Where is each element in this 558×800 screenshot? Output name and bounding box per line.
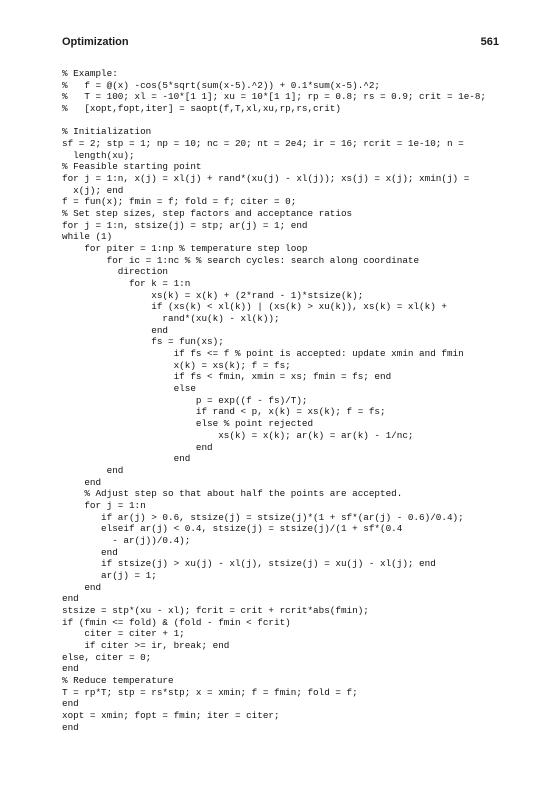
code-line: elseif ar(j) < 0.4, stsize(j) = stsize(j)/(1 + sf*(0.4 (62, 523, 403, 535)
code-line: length(xu); (62, 149, 135, 161)
code-listing (62, 68, 512, 733)
code-line: end (62, 581, 102, 593)
code-line: else % point rejected (62, 418, 314, 430)
code-line: for j = 1:n, x(j) = xl(j) + rand*(xu(j) - xl(j)); xs(j) = x(j); xmin(j) = (62, 173, 470, 185)
code-line: xopt = xmin; fopt = fmin; iter = citer; (62, 709, 280, 721)
code-line: end (62, 698, 79, 710)
page-header (62, 36, 499, 52)
code-line: sf = 2; stp = 1; np = 10; nc = 20; nt = 2e4; ir = 16; rcrit = 1e-10; n = (62, 138, 464, 150)
code-line: if fs < fmin, xmin = xs; fmin = fs; end (62, 371, 392, 383)
code-line: x(k) = xs(k); f = fs; (62, 359, 291, 371)
code-line: for j = 1:n, stsize(j) = stp; ar(j) = 1; end (62, 219, 308, 231)
code-line: if citer >= ir, break; end (62, 639, 230, 651)
code-line: while (1) (62, 231, 113, 243)
code-line: end (62, 453, 191, 465)
code-line: % Reduce temperature (62, 674, 174, 686)
code-line: if ar(j) > 0.6, stsize(j) = stsize(j)*(1 + sf*(ar(j) - 0.6)/0.4); (62, 511, 464, 523)
code-line: % Adjust step so that about half the points are accepted. (62, 488, 403, 500)
code-line: T = rp*T; stp = rs*stp; x = xmin; f = fmin; fold = f; (62, 686, 358, 698)
code-line: ar(j) = 1; (62, 569, 157, 581)
code-line: end (62, 464, 124, 476)
code-line: direction (62, 266, 169, 278)
code-line: % Feasible starting point (62, 161, 202, 173)
code-line: % T = 100; xl = -10*[1 1]; xu = 10*[1 1]; rp = 0.8; rs = 0.9; crit = 1e-8; (62, 91, 487, 103)
code-line: % f = @(x) -cos(5*sqrt(sum(x-5).^2)) + 0.1*sum(x-5).^2; (62, 79, 381, 91)
code-line: end (62, 324, 169, 336)
code-line: citer = citer + 1; (62, 628, 185, 640)
code-line: end (62, 546, 118, 558)
code-line: for k = 1:n (62, 278, 191, 290)
code-line: xs(k) = x(k) + (2*rand - 1)*stsize(k); (62, 289, 364, 301)
code-line: - ar(j))/0.4); (62, 534, 191, 546)
code-line: rand*(xu(k) - xl(k)); (62, 313, 280, 325)
code-line: end (62, 721, 79, 733)
code-line: if rand < p, x(k) = xs(k); f = fs; (62, 406, 386, 418)
code-line: else (62, 383, 196, 395)
code-line: end (62, 441, 213, 453)
code-line: % Initialization (62, 126, 152, 138)
code-line: stsize = stp*(xu - xl); fcrit = crit + rcrit*abs(fmin); (62, 604, 369, 616)
code-line: f = fun(x); fmin = f; fold = f; citer = 0; (62, 196, 297, 208)
code-line: % Example: (62, 68, 118, 79)
code-line: xs(k) = x(k); ar(k) = ar(k) - 1/nc; (62, 429, 414, 441)
code-line: for j = 1:n (62, 499, 146, 511)
code-line: fs = fun(xs); (62, 336, 224, 348)
code-line: for ic = 1:nc % % search cycles: search along coordinate (62, 254, 420, 266)
code-line: end (62, 593, 79, 605)
code-line: % Set step sizes, step factors and acceptance ratios (62, 208, 353, 220)
code-line: if stsize(j) > xu(j) - xl(j), stsize(j) = xu(j) - xl(j); end (62, 558, 436, 570)
code-line: end (62, 663, 79, 675)
code-line: for piter = 1:np % temperature step loop (62, 243, 308, 255)
code-line: x(j); end (62, 184, 124, 196)
code-line (62, 115, 512, 127)
code-line: % [xopt,fopt,iter] = saopt(f,T,xl,xu,rp,rs,crit) (62, 103, 341, 115)
code-line: if (xs(k) < xl(k)) | (xs(k) > xu(k)), xs(k) = xl(k) + (62, 301, 447, 313)
code-line: if (fmin <= fold) & (fold - fmin < fcrit) (62, 616, 291, 628)
code-line: p = exp((f - fs)/T); (62, 394, 308, 406)
code-line: else, citer = 0; (62, 651, 152, 663)
code-line: end (62, 476, 102, 488)
page-number: 561 (480, 36, 499, 48)
section-title: Optimization (62, 36, 129, 48)
code-line: if fs <= f % point is accepted: update xmin and fmin (62, 348, 464, 360)
